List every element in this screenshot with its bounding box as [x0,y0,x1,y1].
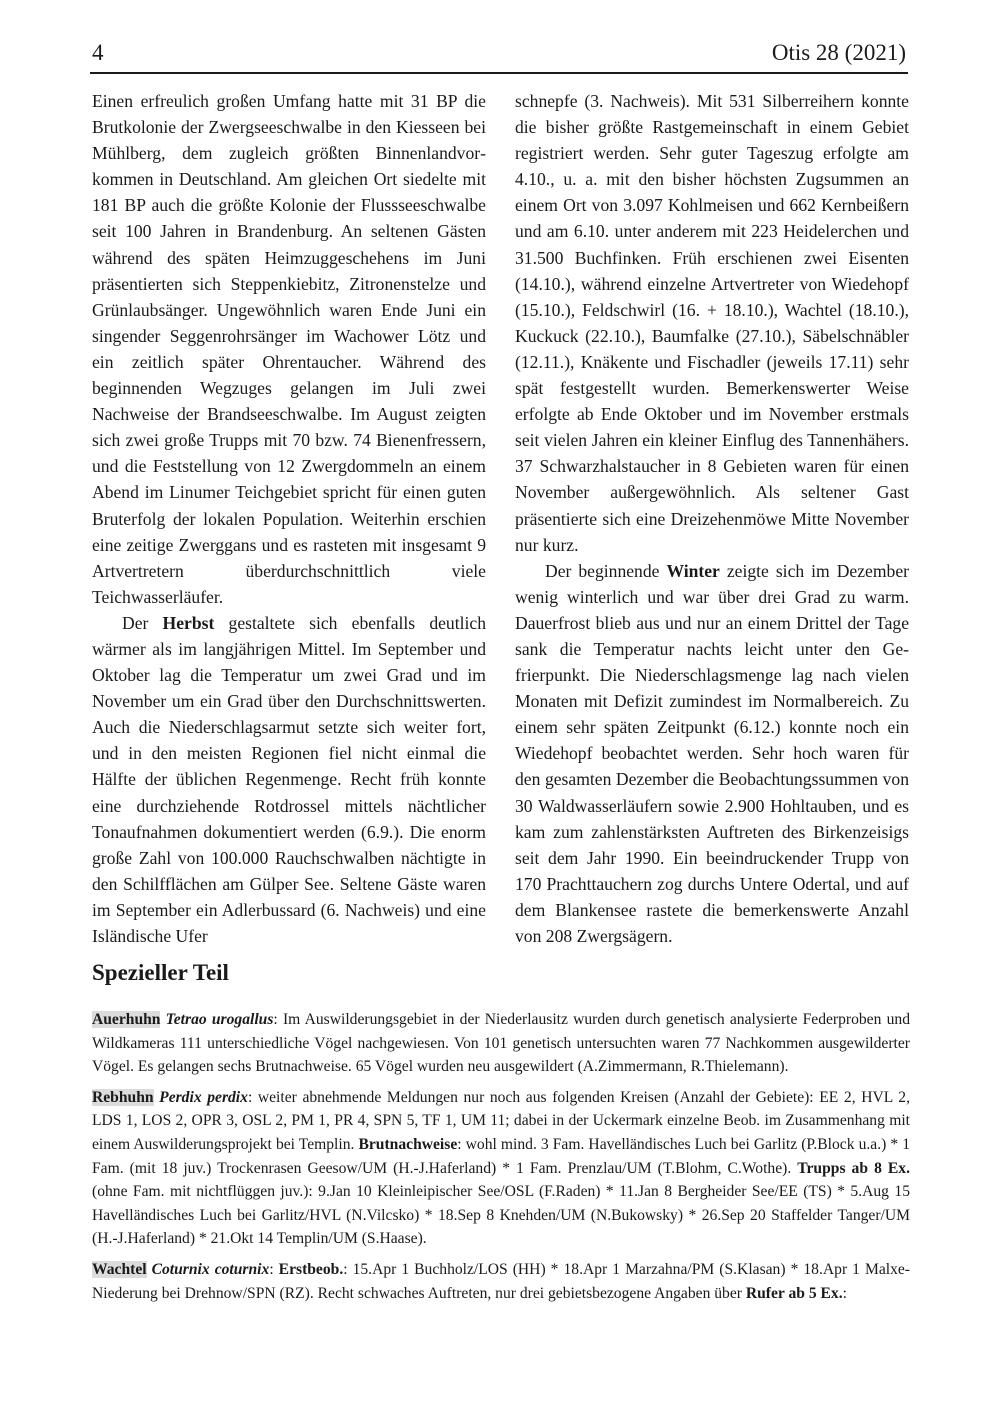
right-column [515,88,909,949]
season-label-autumn: Herbst [162,612,215,633]
journal-citation: Otis 28 (2021) [771,40,906,65]
paragraph-summer: Einen erfreulich großen Umfang hatte mit 31 BP die Brutkolonie der Zwergseeschwalbe in den Kiesseen bei Mühlberg, dem zugleich größten Binnenlandvorkommen in Deutschland. Am gleichen Ort siedelte mit 181 BP auch die größte Kolonie der Flussseeschwalbe seit 100 Jahren in Brandenburg. An seltenen Gästen während des späten Heimzuggeschehens im Juni präsentierten sich Steppenkiebitz, Zitronenstelze und Grünlaubsänger. Ungewöhnlich waren Ende Juni ein singender Seggenrohrsänger im Wachower Lötz und ein zeitlich später Ohrentaucher. Während des beginnenden Wegzuges gelangen im Juli zwei Nachweise der Brandseeschwalbe. Im August zeigten sich zwei große Trupps mit 70 bzw. 74 Bienenfressern, und die Feststellung von 12 Zwergdommeln an einem Abend im Linumer Teichgebiet spricht für einen guten Bruterfolg der lokalen Population. Weiterhin erschien eine zeitige Zwerggans und es rasteten mit insgesamt 9 Artvertretern überdurchschnittlich viele Teichwasserläufer. [92,91,486,607]
species-entry-wachtel: Wachtel Coturnix coturnix: Erstbeob.: 15.Apr 1 Buchholz/LOS (HH) * 18.Apr 1 Marzahna/PM (S.Klasan) * 18.Apr 1 Malxe-Niederung bei Drehnow/SPN (RZ). Recht schwaches Auftreten, nur drei gebietsbezogene Angaben über Rufer ab 5 Ex.: [92,1260,911,1302]
page-number: 4 [92,40,104,65]
paragraph-autumn-cont: schnepfe (3. Nachweis). Mit 531 Silberreihern konnte die bisher größte Rastgemeinschaft in einem Gebiet registriert werden. Sehr guter Tageszug erfolgte am 4.10., u. a. mit den bisher höchsten Zugsummen an einem Ort von 3.097 Kohlmeisen und 662 Kernbeißern und am 6.10. unter anderem mit 223 Heidelerchen und 31.500 Buchfinken. Früh erschienen zwei Eisenten (14.10.), während einzelne Artvertreter von Wiedehopf (15.10.), Feldschwirl (16. + 18.10.), Wachtel (18.10.), Kuckuck (22.10.), Baumfalke (27.10.), Säbelschnäbler (12.11.), Knäkente und Fischadler (jeweils 17.11) sehr spät festgestellt wurden. Bemerkenswerter Weise erfolgte ab Ende Oktober und im November erstmals seit vielen Jahren ein kleiner Einflug des Tannenhähers. 37 Schwarzhalstaucher in 8 Gebieten waren für einen November außergewöhnlich. Als seltener Gast präsentierte sich eine Dreizehenmöwe Mitte November nur kurz. [515,91,909,555]
species-name: Rebhuhn [92,1088,154,1106]
species-name: Auerhuhn [92,1011,161,1028]
section-heading: Spezieller Teil [92,960,229,985]
season-label-winter: Winter [666,560,720,581]
paragraph-winter: Der beginnende Winter zeigte sich im Dezember wenig winterlich und war über drei Grad zu warm. Dauerfrost blieb aus und nur an einem Drittel der Tage sank die Temperatur nachts leicht unter den Gefrierpunkt. Die Niederschlagsmenge lag nach vielen Monaten mit Defizit zumindest im Normalbereich. Zu einem sehr späten Zeitpunkt (6.12.) konnte noch ein Wiedehopf beobachtet werden. Sehr hoch waren für den gesamten Dezember die Beobachtungssummen von 30 Waldwasserläufern sowie 2.900 Hohltauben, und es kam zum zahlenstärksten Auftreten des Birkenzeisigs seit dem Jahr 1990. Ein beeindruckender Trupp von 170 Prachttauchern zog durchs Untere Odertal, und auf dem Blankensee rastete die bemerkenswerte Anzahl von 208 Zwergsägern. [515,560,909,946]
species-name: Wachtel [92,1260,147,1278]
species-entry-rebhuhn: Rebhuhn Perdix perdix: weiter abnehmende Meldungen nur noch aus folgenden Kreisen (Anzahl der Gebiete): EE 2, HVL 2, LDS 1, LOS 2, OPR 3, OSL 2, PM 1, PR 4, SPN 5, TF 1, UM 11; dabei in der Uckermark einzelne Beob. im Zusammenhang mit einem Auswilderungsprojekt bei Templin. Brutnachweise: wohl mind. 3 Fam. Havelländisches Luch bei Garlitz (P.Block u.a.) * 1 Fam. (mit 18 juv.) Trockenrasen Geesow/UM (H.-J.Haferland) * 1 Fam. Prenzlau/UM (T.Blohm, C.Wothe). Trupps ab 8 Ex. (ohne Fam. mit nichtflüggen juv.): 9.Jan 10 Kleinleipischer See/OSL (F.Raden) * 11.Jan 8 Bergheider See/EE (TS) * 5.Aug 15 Havelländisches Luch bei Garlitz/HVL (N.Vilcsko) * 18.Sep 8 Knehden/UM (N.Bukowsky) * 26.Sep 20 Staffelder Tanger/UM (H.-J.Haferland) * 21.Okt 14 Templin/UM (S.Haase). [92,1088,911,1248]
running-header [90,38,908,74]
scientific-name: Coturnix coturnix [151,1260,270,1278]
species-entry-auerhuhn: Auerhuhn Tetrao urogallus: Im Auswilderungsgebiet in der Niederlausitz wurden durch genetisch analysierte Federproben und Wildkameras 111 unterschiedliche Vögel nachgewiesen. Von 101 genetisch untersuchten waren 77 Nachkommen ausgewilderter Vögel. Es gelangen sechs Brutnachweise. 65 Vögel wurden neu ausgewildert (A.Zimmermann, R.Thielemann). [92,1011,910,1076]
species-accounts [92,1008,910,1312]
scientific-name: Tetrao urogallus [165,1011,274,1028]
left-column [92,88,486,949]
paragraph-autumn: Der Herbst gestaltete sich ebenfalls deutlich wärmer als im langjährigen Mittel. Im September und Oktober lag die Temperatur um zwei Grad und im November um ein Grad über den Durchschnittswerten. Auch die Niederschlagsarmut setzte sich weiter fort, und in den meisten Regionen fiel nicht einmal die Hälfte der üblichen Regenmenge. Recht früh konnte eine durchziehende Rotdrossel mittels nächtlicher Tonaufnahmen dokumentiert werden (6.9.). Die enorm große Zahl von 100.000 Rauchschwalben nächtigte in den Schilfflächen am Gülper See. Seltene Gäste waren im September ein Adlerbussard (6. Nachweis) und eine Isländische Ufer [92,612,486,946]
scientific-name: Perdix perdix [159,1088,248,1106]
